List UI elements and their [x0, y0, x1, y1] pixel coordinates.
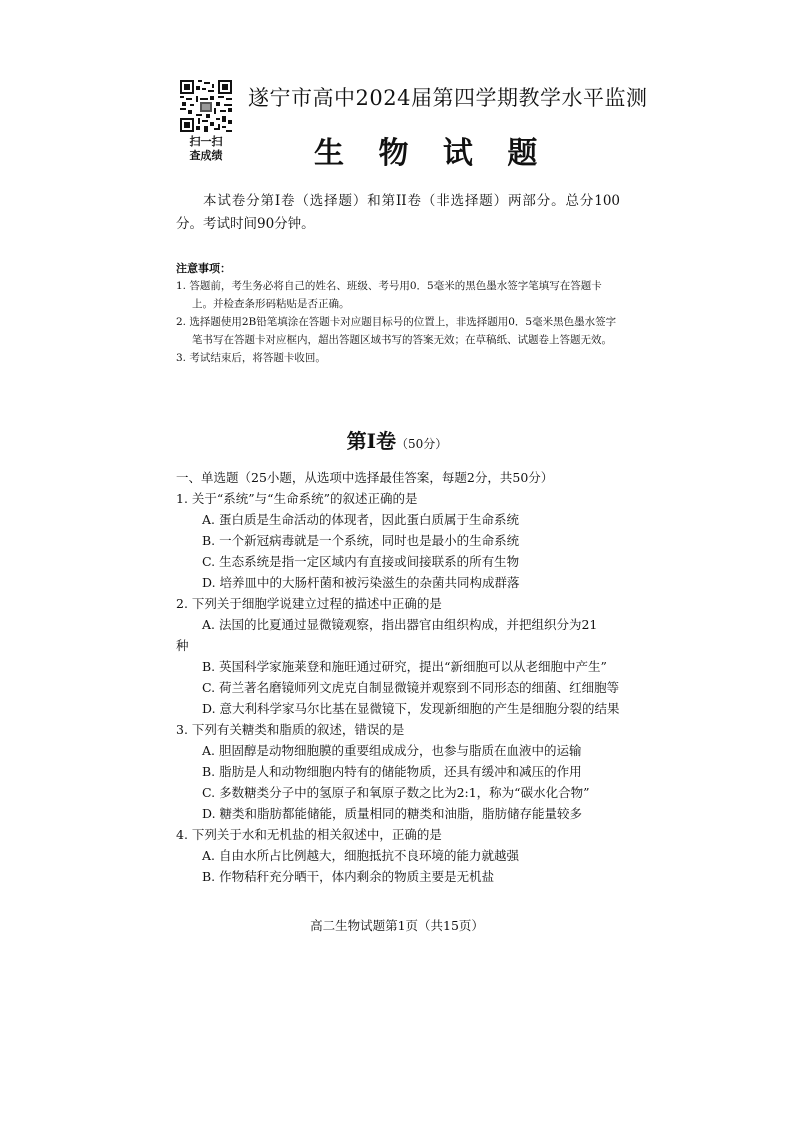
question-3-option-d: D. 糖类和脂肪都能储能，质量相同的糖类和油脂，脂肪储存能量较多 — [202, 806, 583, 821]
question-3-option-c: C. 多数糖类分子中的氢原子和氧原子数之比为2:1，称为“碳水化合物” — [202, 785, 590, 800]
note-item-1: 1. 答题前，考生务必将自己的姓名、班级、考号用0．5毫米的黑色墨水签字笔填写在答题卡上。并检查条形码粘贴是否正确。 — [176, 280, 602, 310]
intro-paragraph: 本试卷分第Ⅰ卷（选择题）和第II卷（非选择题）两部分。总分100分。考试时间90分钟。 — [176, 193, 620, 232]
qr-code-icon — [180, 80, 232, 132]
question-1-option-d: D. 培养皿中的大肠杆菌和被污染滋生的杂菌共同构成群落 — [202, 575, 520, 590]
question-2-option-d: D. 意大利科学家马尔比基在显微镜下，发现新细胞的产生是细胞分裂的结果 — [202, 701, 620, 716]
question-1-option-b: B. 一个新冠病毒就是一个系统，同时也是最小的生命系统 — [202, 533, 520, 548]
question-2-option-a: A. 法国的比夏通过显微镜观察，指出器官由组织构成，并把组织分为21 — [202, 617, 598, 632]
question-2-option-a-continuation: 种 — [176, 638, 189, 653]
notes-list — [176, 277, 622, 367]
question-1-stem: 1. 关于“系统”与“生命系统”的叙述正确的是 — [176, 491, 418, 506]
questions — [176, 467, 622, 887]
question-4-option-a: A. 自由水所占比例越大，细胞抵抗不良环境的能力就越强 — [202, 848, 519, 863]
question-2-option-b: B. 英国科学家施莱登和施旺通过研究，提出“新细胞可以从老细胞中产生” — [202, 659, 607, 674]
qr-caption-line-2: 查成绩 — [189, 149, 223, 162]
part-heading: 一、单选题（25小题，从选项中选择最佳答案，每题2分，共50分） — [176, 470, 554, 485]
section-title — [0, 425, 794, 454]
section-title-score: （50分） — [396, 437, 448, 451]
question-1-option-a: A. 蛋白质是生命活动的体现者，因此蛋白质属于生命系统 — [202, 512, 519, 527]
question-4-option-b: B. 作物秸秆充分晒干，体内剩余的物质主要是无机盐 — [202, 869, 495, 884]
section-title-label: 第Ⅰ卷 — [346, 429, 397, 453]
question-4-stem: 4. 下列关于水和无机盐的相关叙述中，正确的是 — [176, 827, 442, 842]
exam-title: 遂宁市高中2024届第四学期教学水平监测 — [248, 86, 648, 110]
question-1-option-c: C. 生态系统是指一定区域内有直接或间接联系的所有生物 — [202, 554, 520, 569]
qr-caption — [176, 135, 236, 163]
qr-caption-line-1: 扫一扫 — [189, 135, 223, 148]
question-2-stem: 2. 下列关于细胞学说建立过程的描述中正确的是 — [176, 596, 442, 611]
question-3-stem: 3. 下列有关糖类和脂质的叙述，错误的是 — [176, 722, 405, 737]
question-3-option-a: A. 胆固醇是动物细胞膜的重要组成成分，也参与脂质在血液中的运输 — [202, 743, 582, 758]
subject-title: 生 物 试 题 — [314, 136, 550, 171]
notes-heading: 注意事项： — [176, 262, 231, 275]
note-item-2: 2. 选择题使用2B铅笔填涂在答题卡对应题目标号的位置上，非选择题用0．5毫米黑色墨水签字笔书写在答题卡对应框内，超出答题区域书写的答案无效；在草稿纸、试题卷上答题无效。 — [176, 316, 617, 346]
note-item-3: 3. 考试结束后，将答题卡收回。 — [176, 352, 326, 364]
page-footer: 高二生物试题第1页（共15页） — [310, 918, 484, 933]
question-2-option-c: C. 荷兰著名磨镜师列文虎克自制显微镜并观察到不同形态的细菌、红细胞等 — [202, 680, 620, 695]
question-3-option-b: B. 脂肪是人和动物细胞内特有的储能物质，还具有缓冲和减压的作用 — [202, 764, 582, 779]
